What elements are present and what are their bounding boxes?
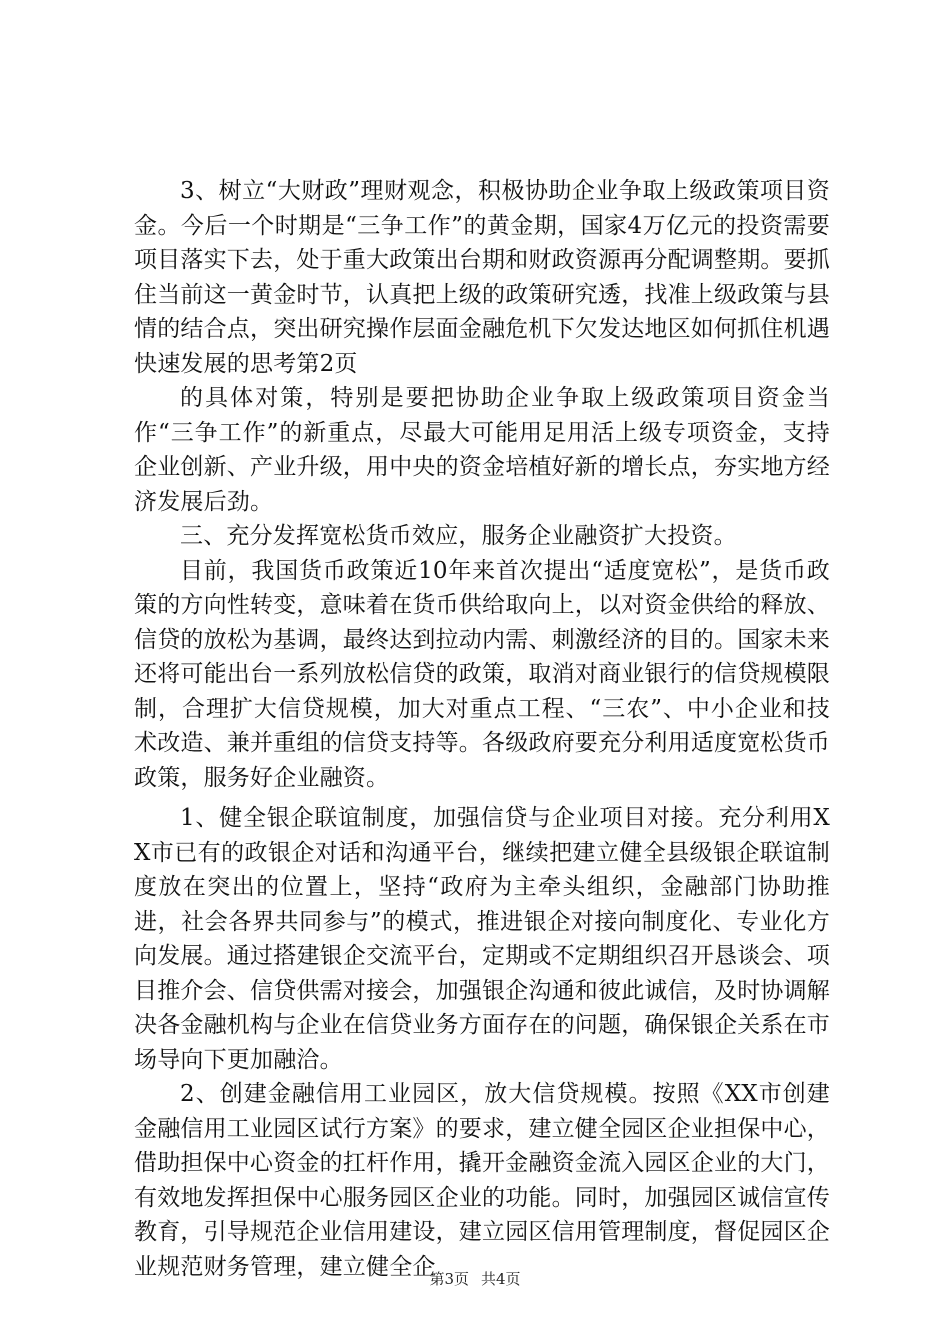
document-body <box>134 174 830 1284</box>
page-number: 第3页 <box>429 1270 469 1288</box>
paragraph-monetary-policy: 目前，我国货币政策近10年来首次提出“适度宽松”，是货币政策的方向性转变，意味着在货币供给取向上，以对资金供给的释放、信贷的放松为基调，最终达到拉动内需、刺激经济的目的。国家未来还将可能出台一系列放松信贷的政策，取消对商业银行的信贷规模限制，合理扩大信贷规模，加大对重点工程、“三农”、中小企业和技术改造、兼并重组的信贷支持等。各级政府要充分利用适度宽松货币政策，服务好企业融资。 <box>134 557 830 791</box>
section-heading-3: 三、充分发挥宽松货币效应，服务企业融资扩大投资。 <box>180 523 737 549</box>
page-total: 共4页 <box>481 1270 521 1288</box>
paragraph-specific-measures: 的具体对策，特别是要把协助企业争取上级政策项目资金当作“三争工作”的新重点，尽最大可能用足用活上级专项资金，支持企业创新、产业升级，用中央的资金培植好新的增长点，夯实地方经济发展后劲。 <box>134 385 830 515</box>
page-footer <box>0 1268 950 1289</box>
paragraph-3-policy-funds: 3、树立“大财政”理财观念，积极协助企业争取上级政策项目资金。今后一个时期是“三争工作”的黄金期，国家4万亿元的投资需要项目落实下去，处于重大政策出台期和财政资源再分配调整期。要抓住当前这一黄金时节，认真把上级的政策研究透，找准上级政策与县情的结合点，突出研究操作层面金融危机下欠发达地区如何抓住机遇快速发展的思考第2页 <box>134 178 830 377</box>
paragraph-2-credit-park: 2、创建金融信用工业园区，放大信贷规模。按照《XX市创建金融信用工业园区试行方案》的要求，建立健全园区企业担保中心，借助担保中心资金的扛杆作用，撬开金融资金流入园区企业的大门，有效地发挥担保中心服务园区企业的功能。同时，加强园区诚信宣传教育，引导规范企业信用建设，建立园区信用管理制度，督促园区企业规范财务管理，建立健全企 <box>134 1081 830 1280</box>
paragraph-1-bank-enterprise: 1、健全银企联谊制度，加强信贷与企业项目对接。充分利用XX市已有的政银企对话和沟通平台，继续把建立健全县级银企联谊制度放在突出的位置上，坚持“政府为主牵头组织，金融部门协助推进，社会各界共同参与”的模式，推进银企对接向制度化、专业化方向发展。通过搭建银企交流平台，定期或不定期组织召开恳谈会、项目推介会、信贷供需对接会，加强银企沟通和彼此诚信，及时协调解决各金融机构与企业在信贷业务方面存在的问题，确保银企关系在市场导向下更加融洽。 <box>134 805 830 1073</box>
